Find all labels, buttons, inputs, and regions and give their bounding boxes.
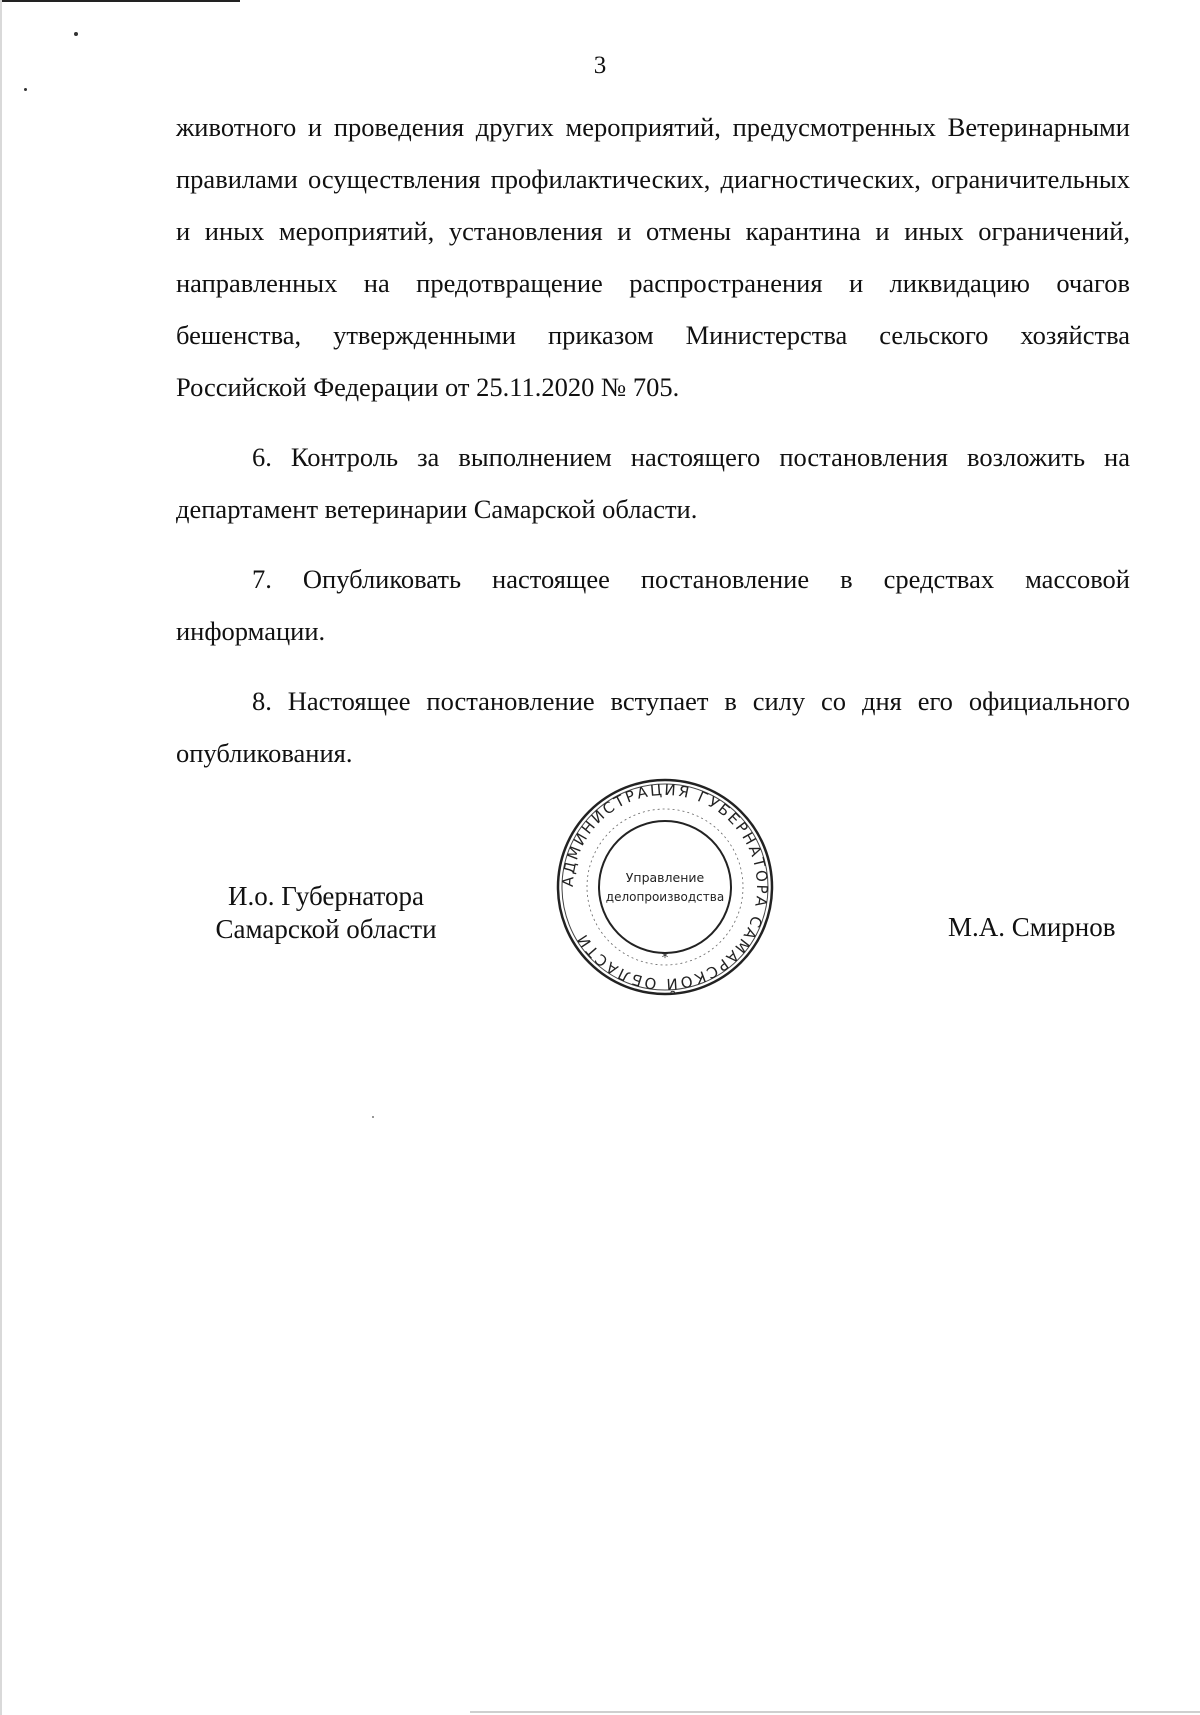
- page-number: 3: [593, 52, 607, 79]
- paragraph-item-6: 6. Контроль за выполнением настоящего постановления возложить на департамент ветеринарии Самарской области.: [176, 442, 1130, 524]
- signatory-position-line1: И.о. Губернатора: [227, 881, 424, 911]
- scan-artifact-left: [0, 0, 2, 1715]
- official-stamp: [554, 776, 776, 998]
- signatory-position-line2: Самарской области: [215, 914, 437, 944]
- signatory-position: [196, 880, 456, 946]
- scan-speck: [74, 32, 78, 36]
- scan-artifact-top: [0, 0, 240, 2]
- scan-artifact-bottom: [470, 1711, 1200, 1713]
- paragraph-item-8: 8. Настоящее постановление вступает в силу со дня его официального опубликования.: [176, 686, 1130, 768]
- document-body: [176, 101, 1130, 797]
- stamp-outer-text: АДМИНИСТРАЦИЯ ГУБЕРНАТОРА САМАРСКОЙ ОБЛАСТИ: [558, 780, 772, 994]
- stamp-center-line2: делопроизводства: [605, 890, 725, 904]
- scan-speck: [372, 1116, 374, 1118]
- scan-speck: [24, 88, 27, 91]
- stamp-center-line1: Управление: [625, 870, 705, 885]
- signatory-name: М.А. Смирнов: [948, 912, 1116, 942]
- paragraph-item-7: 7. Опубликовать настоящее постановление в средствах массовой информации.: [176, 564, 1130, 646]
- svg-text:*: *: [661, 951, 669, 966]
- paragraph-continuation: животного и проведения других мероприятий, предусмотренных Ветеринарными правилами осуществления профилактических, диагностических, ограничительных и иных мероприятий, установления и отмены карантина и иных ограничений, направленных на предотвращение распространения и ликвидацию очагов бешенства, утвержденными приказом Министерства сельского хозяйства Российской Федерации от 25.11.2020 № 705.: [176, 112, 1130, 402]
